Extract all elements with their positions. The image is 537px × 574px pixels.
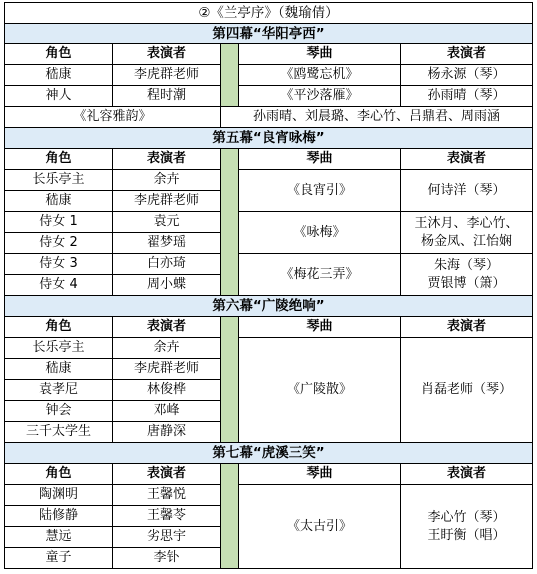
role-cell: 袁孝尼	[5, 380, 113, 401]
piece-cell: 《良宵引》	[239, 170, 401, 212]
actor-cell: 李钋	[113, 548, 221, 569]
player-line: 李心竹（琴）	[427, 509, 506, 525]
player-line: 王盱衡（唱）	[427, 527, 506, 543]
actor-cell: 袁元	[113, 212, 221, 233]
role-cell	[5, 254, 113, 275]
act-heading-row	[5, 24, 533, 44]
piece-header: 琴曲	[239, 317, 401, 338]
act7-heading: 第七幕“虎溪三笑”	[5, 443, 533, 464]
column-header-row	[5, 317, 533, 338]
piece-cell: 《太古引》	[239, 485, 401, 569]
table-row	[5, 254, 533, 275]
actor-cell: 李虎群老师	[113, 359, 221, 380]
actor-cell: 翟梦瑶	[113, 233, 221, 254]
column-header-row	[5, 44, 533, 65]
player-cell: 肖磊老师（琴）	[401, 338, 533, 443]
piece-cell: 《鸥鹭忘机》	[239, 65, 401, 86]
program-title: ②《兰亭序》（魏瑜倩）	[5, 3, 533, 24]
piece-cell: 《梅花三弄》	[239, 254, 401, 296]
divider	[221, 464, 239, 569]
divider	[221, 317, 239, 443]
table-row	[5, 86, 533, 107]
role-header: 角色	[5, 464, 113, 485]
piece-cell: 《平沙落雁》	[239, 86, 401, 107]
role-cell: 嵇康	[5, 65, 113, 86]
actor-header: 表演者	[113, 464, 221, 485]
actor-cell: 白亦琦	[113, 254, 221, 275]
column-header-row	[5, 464, 533, 485]
table-row	[5, 338, 533, 359]
table-row	[5, 107, 533, 128]
divider	[221, 149, 239, 296]
role-cell	[5, 275, 113, 296]
role-number: 2	[69, 235, 78, 250]
role-cell: 长乐亭主	[5, 338, 113, 359]
role-cell: 三千太学生	[5, 422, 113, 443]
role-name: 侍女	[39, 235, 66, 250]
act-heading-row	[5, 128, 533, 149]
actor-cell: 王馨悦	[113, 485, 221, 506]
role-cell: 嵇康	[5, 359, 113, 380]
role-cell: 钟会	[5, 401, 113, 422]
title-row	[5, 3, 533, 24]
role-cell	[5, 212, 113, 233]
table-row	[5, 485, 533, 506]
divider	[221, 44, 239, 107]
act-heading-row	[5, 296, 533, 317]
role-header: 角色	[5, 317, 113, 338]
actor-cell: 余卉	[113, 170, 221, 191]
role-header: 角色	[5, 149, 113, 170]
player-line: 王沐月、李心竹、	[414, 215, 519, 231]
actor-cell: 劣思宇	[113, 527, 221, 548]
player-header: 表演者	[401, 44, 533, 65]
player-cell: 孙雨晴（琴）	[401, 86, 533, 107]
act5-heading: 第五幕“良宵咏梅”	[5, 128, 533, 149]
player-cell: 何诗洋（琴）	[401, 170, 533, 212]
actor-cell: 王馨苓	[113, 506, 221, 527]
actor-cell: 李虎群老师	[113, 65, 221, 86]
player-line: 杨金凤、江怡娴	[421, 233, 513, 249]
piece-cell: 《礼容雅韵》	[5, 107, 221, 128]
program-table	[4, 2, 533, 569]
player-cell	[401, 485, 533, 569]
role-name: 侍女	[39, 256, 66, 271]
role-cell	[5, 233, 113, 254]
actor-cell: 程时潮	[113, 86, 221, 107]
table-row	[5, 170, 533, 191]
actor-cell: 李虎群老师	[113, 191, 221, 212]
piece-cell: 《咏梅》	[239, 212, 401, 254]
role-header: 角色	[5, 44, 113, 65]
piece-cell: 《广陵散》	[239, 338, 401, 443]
actor-cell: 余卉	[113, 338, 221, 359]
player-header: 表演者	[401, 149, 533, 170]
role-name: 侍女	[39, 277, 66, 292]
role-number: 3	[69, 256, 78, 271]
table-row	[5, 65, 533, 86]
player-header: 表演者	[401, 464, 533, 485]
actor-header: 表演者	[113, 317, 221, 338]
actor-cell: 周小蝶	[113, 275, 221, 296]
actor-cell: 林俊桦	[113, 380, 221, 401]
actor-cell: 邓峰	[113, 401, 221, 422]
act4-heading: 第四幕“华阳亭西”	[5, 24, 533, 44]
act6-heading: 第六幕“广陵绝响”	[5, 296, 533, 317]
player-cell: 孙雨晴、刘晨璐、李心竹、吕鼎君、周雨涵	[221, 107, 533, 128]
player-header: 表演者	[401, 317, 533, 338]
role-number: 1	[69, 214, 78, 229]
role-cell: 神人	[5, 86, 113, 107]
act-heading-row	[5, 443, 533, 464]
role-number: 4	[69, 277, 78, 292]
piece-header: 琴曲	[239, 149, 401, 170]
actor-cell: 唐静深	[113, 422, 221, 443]
role-cell: 童子	[5, 548, 113, 569]
role-cell: 慧远	[5, 527, 113, 548]
player-cell	[401, 212, 533, 254]
player-line: 贾银博（箫）	[427, 275, 506, 291]
table-row	[5, 212, 533, 233]
piece-header: 琴曲	[239, 464, 401, 485]
actor-header: 表演者	[113, 149, 221, 170]
role-name: 侍女	[39, 214, 66, 229]
player-cell: 杨永源（琴）	[401, 65, 533, 86]
role-cell: 陆修静	[5, 506, 113, 527]
player-line: 朱海（琴）	[434, 257, 500, 273]
role-cell: 嵇康	[5, 191, 113, 212]
piece-header: 琴曲	[239, 44, 401, 65]
column-header-row	[5, 149, 533, 170]
player-cell	[401, 254, 533, 296]
role-cell: 长乐亭主	[5, 170, 113, 191]
role-cell: 陶渊明	[5, 485, 113, 506]
actor-header: 表演者	[113, 44, 221, 65]
